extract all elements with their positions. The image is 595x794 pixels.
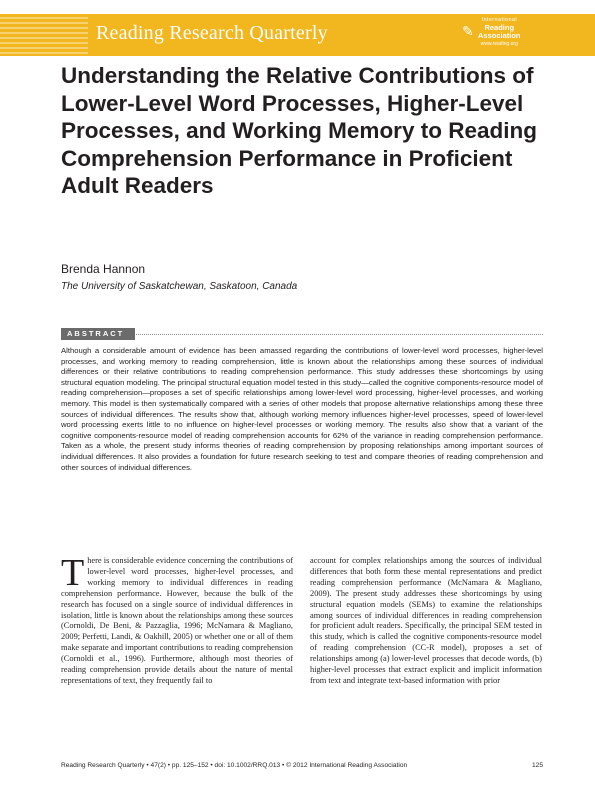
publisher-line1: International — [481, 17, 517, 23]
footer-citation: Reading Research Quarterly • 47(2) • pp. 125–152 • doi: 10.1002/RRQ.013 • © 2012 International Reading Association — [61, 762, 408, 769]
publisher-url: www.reading.org — [480, 41, 518, 47]
author-name: Brenda Hannon — [61, 262, 146, 276]
banner-stripes — [0, 14, 88, 56]
journal-title: Reading Research Quarterly — [96, 22, 328, 44]
page-number: 125 — [531, 762, 543, 769]
abstract-label: ABSTRACT — [61, 328, 135, 340]
body-column-right: account for complex relationships among the sources of individual differences that both form these mental representations and predict reading comprehension performance (McNamara & Magliano, 2009). The present study addresses these shortcomings by using structural equation models (SEMs) to examine the relationships among sources of individual differences in reading comprehension for proficient adult readers. Specifically, the principal SEM tested in this study, which is called the cognitive components-resource model of reading comprehension (CC-R model), proposes a set of relationships among (a) lower-level processes that decode words, (b) higher-level processes that extract explicit and implicit information from text and integrate text-based information with prior — [310, 556, 542, 685]
publisher-logo — [462, 16, 534, 54]
article-title: Understanding the Relative Contributions of Lower-Level Word Processes, Higher-Level Processes, and Working Memory to Reading Comprehension Performance in Proficient Adult Readers — [61, 63, 537, 198]
body-column-left — [61, 552, 293, 687]
body-text-left: here is considerable evidence concerning the contributions of lower-level word processes, higher-level processes, and working memory to individual differences in reading comprehension performance. However, because the bulk of the research has focused on a single source of individual differences in isolation, little is known about the relationships among these sources (Cornoldi, De Beni, & Pazzaglia, 1996; McNamara & Magliano, 2009; Perfetti, Landi, & Oakhill, 2005) or whether one or all of them make separate and important contributions to reading comprehension (Cornoldi et al., 1996). Furthermore, although most theories of reading comprehension provide details about the nature of mental representations of text, they frequently fail to — [61, 556, 293, 685]
journal-banner — [0, 14, 595, 56]
publisher-line3: Association — [478, 31, 521, 40]
author-affiliation: The University of Saskatchewan, Saskatoon, Canada — [61, 281, 298, 292]
drop-cap: T — [61, 552, 85, 594]
book-reader-icon: ✎ — [462, 25, 474, 40]
publisher-line2: Reading — [484, 23, 515, 32]
publisher-name — [478, 16, 521, 48]
abstract-text: Although a considerable amount of evidence has been amassed regarding the contributions of lower-level word processes, higher-level processes, and working memory to reading comprehension, little is known about the relationships among these sources of individual differences or their relative contributions to reading comprehension performance. This study addresses these shortcomings by using structural equation modeling. The principal structural equation model tested in this study—called the cognitive components-resource model of reading comprehension—proposes a set of specific relationships among lower-level word processing, higher-level processes, and working memory. This model is then systematically compared with a series of other models that propose alternative relationships among these three sources of individual differences. The results show that, although working memory influences higher-level processes, speed of lower-level word processing exerts little to no influence on higher-level processes or working memory. The results also show that a variant of the cognitive components-resource model of reading comprehension accounts for 62% of the variance in reading comprehension performance. Taken as a whole, the present study informs theories of reading comprehension by proposing relationships among important sources of individual differences. It also provides a foundation for future research seeking to test and compare theories of reading comprehension and other sources of individual differences. — [61, 346, 543, 472]
